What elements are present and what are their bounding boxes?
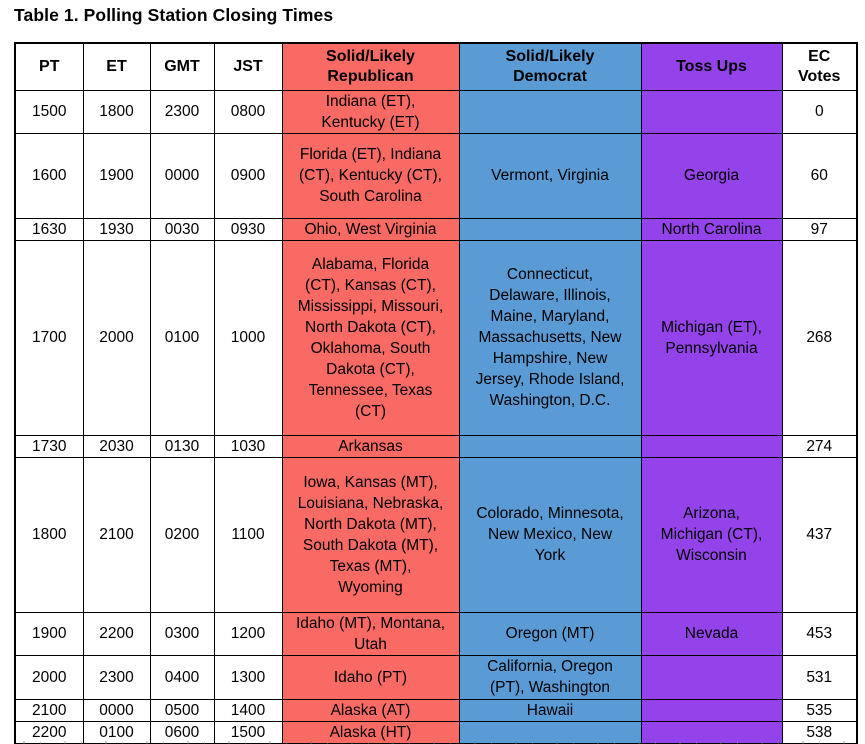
pt-time-cell: 2100 [15, 699, 83, 721]
democrat-states-cell [459, 435, 641, 457]
et-time-cell: 2300 [83, 655, 150, 699]
gmt-time-cell: 0600 [150, 721, 214, 744]
republican-states-cell: Iowa, Kansas (MT), Louisiana, Nebraska, North Dakota (MT), South Dakota (MT), Texas (MT), Wyoming [282, 457, 459, 612]
table-row [15, 699, 857, 721]
col-header-et-label: ET [106, 57, 127, 75]
gmt-time-cell: 0030 [150, 218, 214, 240]
toss-up-states-cell: Michigan (ET), Pennsylvania [641, 240, 782, 435]
polling-closing-times-table [14, 42, 858, 744]
et-time-cell: 2100 [83, 457, 150, 612]
header-row [15, 43, 857, 90]
col-header-gmt-label: GMT [164, 57, 200, 75]
table-row [15, 218, 857, 240]
democrat-states-cell: Colorado, Minnesota, New Mexico, New York [459, 457, 641, 612]
col-header-jst-label: JST [233, 57, 263, 75]
ec-votes-cell: 531 [782, 655, 857, 699]
republican-states-cell: Idaho (PT) [282, 655, 459, 699]
democrat-states-cell: Oregon (MT) [459, 612, 641, 655]
democrat-states-cell: California, Oregon (PT), Washington [459, 655, 641, 699]
republican-states-cell: Alaska (AT) [282, 699, 459, 721]
table-row [15, 435, 857, 457]
col-header-gmt [150, 43, 214, 90]
table-row [15, 457, 857, 612]
toss-up-states-cell [641, 90, 782, 133]
et-time-cell: 2000 [83, 240, 150, 435]
democrat-states-cell: Connecticut, Delaware, Illinois, Maine, Maryland, Massachusetts, New Hampshire, New Jersey, Rhode Island, Washington, D.C. [459, 240, 641, 435]
toss-up-states-cell [641, 435, 782, 457]
jst-time-cell: 0800 [214, 90, 282, 133]
jst-time-cell: 0930 [214, 218, 282, 240]
pt-time-cell: 1700 [15, 240, 83, 435]
pt-time-cell: 2000 [15, 655, 83, 699]
democrat-states-cell: Hawaii [459, 699, 641, 721]
et-time-cell: 1900 [83, 133, 150, 218]
republican-states-cell: Arkansas [282, 435, 459, 457]
table-row [15, 612, 857, 655]
pt-time-cell: 1600 [15, 133, 83, 218]
gmt-time-cell: 0400 [150, 655, 214, 699]
ec-votes-cell: 97 [782, 218, 857, 240]
ec-votes-cell: 453 [782, 612, 857, 655]
et-time-cell: 1930 [83, 218, 150, 240]
ec-votes-cell: 60 [782, 133, 857, 218]
et-time-cell: 1800 [83, 90, 150, 133]
jst-time-cell: 1000 [214, 240, 282, 435]
toss-up-states-cell: Nevada [641, 612, 782, 655]
col-header-ec-votes [782, 43, 857, 90]
republican-states-cell: Indiana (ET), Kentucky (ET) [282, 90, 459, 133]
pt-time-cell: 1730 [15, 435, 83, 457]
col-header-toss-ups [641, 43, 782, 90]
democrat-states-cell [459, 90, 641, 133]
gmt-time-cell: 0200 [150, 457, 214, 612]
et-time-cell: 0100 [83, 721, 150, 744]
pt-time-cell: 1900 [15, 612, 83, 655]
toss-up-states-cell [641, 699, 782, 721]
gmt-time-cell: 0130 [150, 435, 214, 457]
democrat-states-cell: Vermont, Virginia [459, 133, 641, 218]
toss-up-states-cell [641, 655, 782, 699]
democrat-states-cell [459, 218, 641, 240]
jst-time-cell: 1400 [214, 699, 282, 721]
ec-votes-cell: 535 [782, 699, 857, 721]
jst-time-cell: 1030 [214, 435, 282, 457]
table-row [15, 133, 857, 218]
col-header-republican [282, 43, 459, 90]
col-header-jst [214, 43, 282, 90]
jst-time-cell: 0900 [214, 133, 282, 218]
col-header-pt [15, 43, 83, 90]
pt-time-cell: 2200 [15, 721, 83, 744]
pt-time-cell: 1630 [15, 218, 83, 240]
et-time-cell: 2200 [83, 612, 150, 655]
ec-votes-cell: 274 [782, 435, 857, 457]
ec-votes-cell: 538 [782, 721, 857, 744]
jst-time-cell: 1500 [214, 721, 282, 744]
republican-states-cell: Idaho (MT), Montana, Utah [282, 612, 459, 655]
ec-votes-cell: 268 [782, 240, 857, 435]
gmt-time-cell: 0300 [150, 612, 214, 655]
gmt-time-cell: 0500 [150, 699, 214, 721]
republican-states-cell: Alabama, Florida (CT), Kansas (CT), Mississippi, Missouri, North Dakota (CT), Oklahoma, South Dakota (CT), Tennessee, Texas (CT) [282, 240, 459, 435]
table-row [15, 655, 857, 699]
ec-votes-cell: 0 [782, 90, 857, 133]
gmt-time-cell: 0000 [150, 133, 214, 218]
col-header-et [83, 43, 150, 90]
gmt-time-cell: 2300 [150, 90, 214, 133]
ec-votes-cell: 437 [782, 457, 857, 612]
col-header-democrat-label: Solid/Likely Democrat [505, 47, 595, 85]
table-row [15, 90, 857, 133]
jst-time-cell: 1300 [214, 655, 282, 699]
gmt-time-cell: 0100 [150, 240, 214, 435]
republican-states-cell: Alaska (HT) [282, 721, 459, 744]
pt-time-cell: 1800 [15, 457, 83, 612]
col-header-toss-ups-label: Toss Ups [676, 57, 747, 75]
col-header-pt-label: PT [39, 57, 60, 75]
toss-up-states-cell: Arizona, Michigan (CT), Wisconsin [641, 457, 782, 612]
table-row [15, 240, 857, 435]
toss-up-states-cell: North Carolina [641, 218, 782, 240]
pt-time-cell: 1500 [15, 90, 83, 133]
table-title: Table 1. Polling Station Closing Times [14, 5, 334, 25]
col-header-republican-label: Solid/Likely Republican [326, 47, 415, 85]
toss-up-states-cell: Georgia [641, 133, 782, 218]
col-header-ec-votes-label: EC Votes [798, 47, 841, 85]
republican-states-cell: Florida (ET), Indiana (CT), Kentucky (CT), South Carolina [282, 133, 459, 218]
col-header-democrat [459, 43, 641, 90]
et-time-cell: 0000 [83, 699, 150, 721]
republican-states-cell: Ohio, West Virginia [282, 218, 459, 240]
jst-time-cell: 1100 [214, 457, 282, 612]
jst-time-cell: 1200 [214, 612, 282, 655]
et-time-cell: 2030 [83, 435, 150, 457]
